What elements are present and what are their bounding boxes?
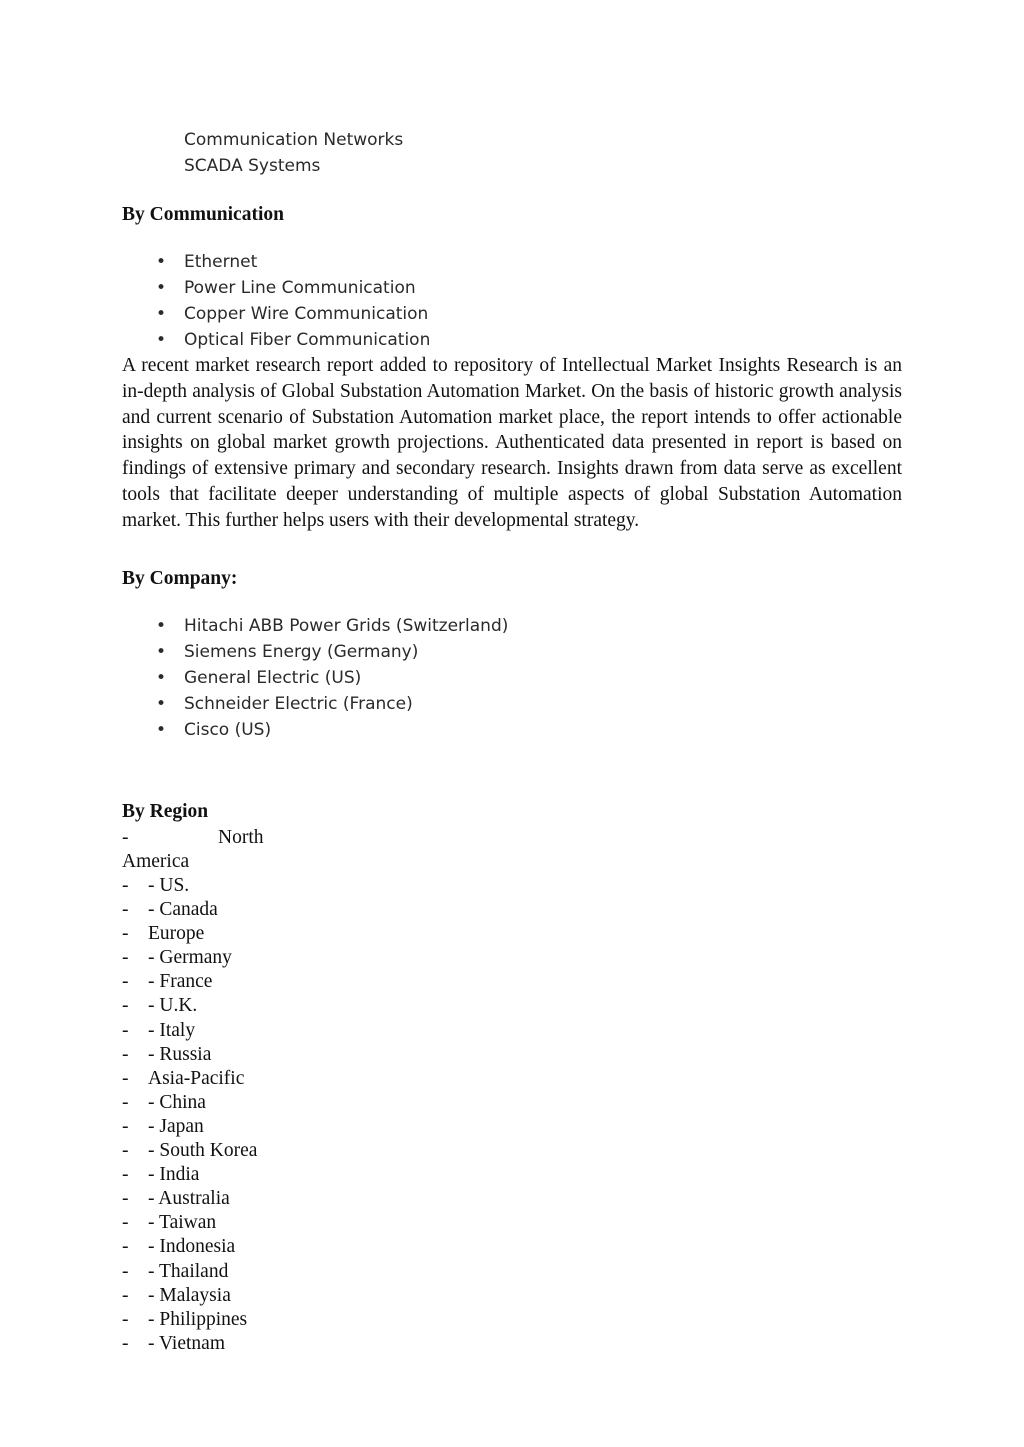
list-item-label: - Canada	[148, 899, 218, 921]
list-item	[122, 1043, 257, 1067]
list-item-label: - India	[148, 1164, 200, 1186]
list-item	[156, 665, 508, 691]
list-item-label: - US.	[148, 875, 190, 896]
communication-list	[156, 249, 430, 353]
list-item-label: Power Line Communication	[184, 278, 416, 298]
top-items-list	[184, 127, 403, 179]
dash-marker: -	[122, 875, 129, 896]
dash-marker: -	[122, 1043, 129, 1065]
list-item	[122, 1139, 257, 1163]
list-item-label: Hitachi ABB Power Grids (Switzerland)	[184, 616, 509, 636]
company-list	[156, 613, 508, 743]
list-item	[122, 1284, 257, 1308]
bullet-icon: •	[156, 278, 167, 298]
bullet-icon: •	[156, 720, 167, 740]
dash-marker: -	[122, 1308, 129, 1330]
dash-marker: -	[122, 1236, 129, 1258]
list-item	[156, 613, 508, 639]
bullet-icon: •	[156, 252, 167, 272]
list-item-label: - Italy	[148, 1019, 196, 1041]
list-item-label: - Taiwan	[148, 1212, 217, 1234]
list-item-label: - Philippines	[148, 1308, 248, 1330]
bullet-icon: •	[156, 330, 167, 350]
dash-marker: -	[122, 1140, 129, 1162]
dash-marker: -	[122, 1164, 129, 1186]
list-item	[122, 1211, 257, 1235]
list-item-label: Optical Fiber Communication	[184, 330, 431, 350]
list-item	[156, 249, 430, 275]
list-item	[122, 1308, 257, 1332]
list-item-label: - Vietnam	[148, 1332, 225, 1354]
list-item	[122, 1091, 257, 1115]
list-item-label: - South Korea	[148, 1140, 258, 1162]
dash-marker: -	[122, 1188, 129, 1210]
list-item	[122, 1332, 257, 1356]
list-item	[156, 639, 508, 665]
company-heading: By Company:	[122, 568, 238, 589]
bullet-icon: •	[156, 616, 167, 636]
list-item	[156, 691, 508, 717]
list-item-label: - Germany	[148, 947, 232, 969]
list-item	[122, 1019, 257, 1043]
list-item	[156, 327, 430, 353]
dash-marker: -	[122, 995, 129, 1017]
dash-marker: -	[122, 1212, 129, 1234]
list-item	[156, 301, 430, 327]
list-item-label: Schneider Electric (France)	[184, 694, 413, 714]
dash-marker: -	[122, 1091, 129, 1113]
list-item-label: - France	[148, 971, 213, 993]
region-heading: By Region	[122, 801, 209, 822]
dash-marker: -	[122, 1332, 129, 1354]
list-item	[122, 1115, 257, 1139]
dash-marker: -	[122, 827, 129, 848]
list-item: Communication Networks	[184, 130, 404, 150]
dash-marker: -	[122, 1067, 129, 1089]
list-item-label: General Electric (US)	[184, 668, 362, 688]
region-label-part: North	[218, 827, 264, 848]
dash-marker: -	[122, 899, 129, 921]
list-item	[122, 1187, 257, 1211]
list-item	[156, 275, 430, 301]
list-item	[122, 970, 257, 994]
list-item-label: - U.K.	[148, 995, 198, 1017]
dash-marker: -	[122, 947, 129, 969]
list-item	[122, 994, 257, 1018]
list-item-label: Siemens Energy (Germany)	[184, 642, 419, 662]
list-item-label: Europe	[148, 923, 205, 945]
list-item-label: Asia-Pacific	[148, 1067, 245, 1089]
list-item-label: - Japan	[148, 1115, 204, 1137]
list-item-label: - Indonesia	[148, 1236, 236, 1258]
list-item	[122, 1260, 257, 1284]
bullet-icon: •	[156, 694, 167, 714]
report-description-paragraph: A recent market research report added to repository of Intellectual Market Insights Research is an in-depth analysis of Global Substation Automation Market. On the basis of historic growth analysis and current scenario of Substation Automation market place, the report intends to offer actionable insights on global market growth projections. Authenticated data presented in report is based on findings of extensive primary and secondary research. Insights drawn from data serve as excellent tools that facilitate deeper understanding of multiple aspects of global Substation Automation market. This further helps users with their developmental strategy.	[122, 355, 902, 531]
list-item-label: - Thailand	[148, 1260, 229, 1282]
dash-marker: -	[122, 923, 129, 945]
bullet-icon: •	[156, 668, 167, 688]
list-item	[122, 874, 257, 898]
list-item	[122, 922, 257, 946]
list-item-label: Cisco (US)	[184, 720, 272, 740]
list-item-label: - Russia	[148, 1043, 212, 1065]
bullet-icon: •	[156, 304, 167, 324]
dash-marker: -	[122, 1284, 129, 1306]
region-label-part: America	[122, 851, 190, 872]
list-item	[156, 717, 508, 743]
list-item-label: - Malaysia	[148, 1284, 231, 1306]
list-item-label: - Australia	[148, 1188, 230, 1210]
list-item	[122, 1235, 257, 1259]
communication-heading: By Communication	[122, 204, 284, 225]
bullet-icon: •	[156, 642, 167, 662]
dash-marker: -	[122, 971, 129, 993]
dash-marker: -	[122, 1115, 129, 1137]
list-item-label: Ethernet	[184, 252, 258, 272]
list-item-label: - China	[148, 1091, 206, 1113]
dash-marker: -	[122, 1260, 129, 1282]
region-list	[122, 874, 257, 1356]
list-item	[122, 1067, 257, 1091]
list-item: SCADA Systems	[184, 156, 321, 176]
list-item-label: Copper Wire Communication	[184, 304, 429, 324]
dash-marker: -	[122, 1019, 129, 1041]
list-item	[122, 946, 257, 970]
region-item-north-america	[122, 826, 282, 874]
list-item	[122, 1163, 257, 1187]
list-item	[122, 898, 257, 922]
